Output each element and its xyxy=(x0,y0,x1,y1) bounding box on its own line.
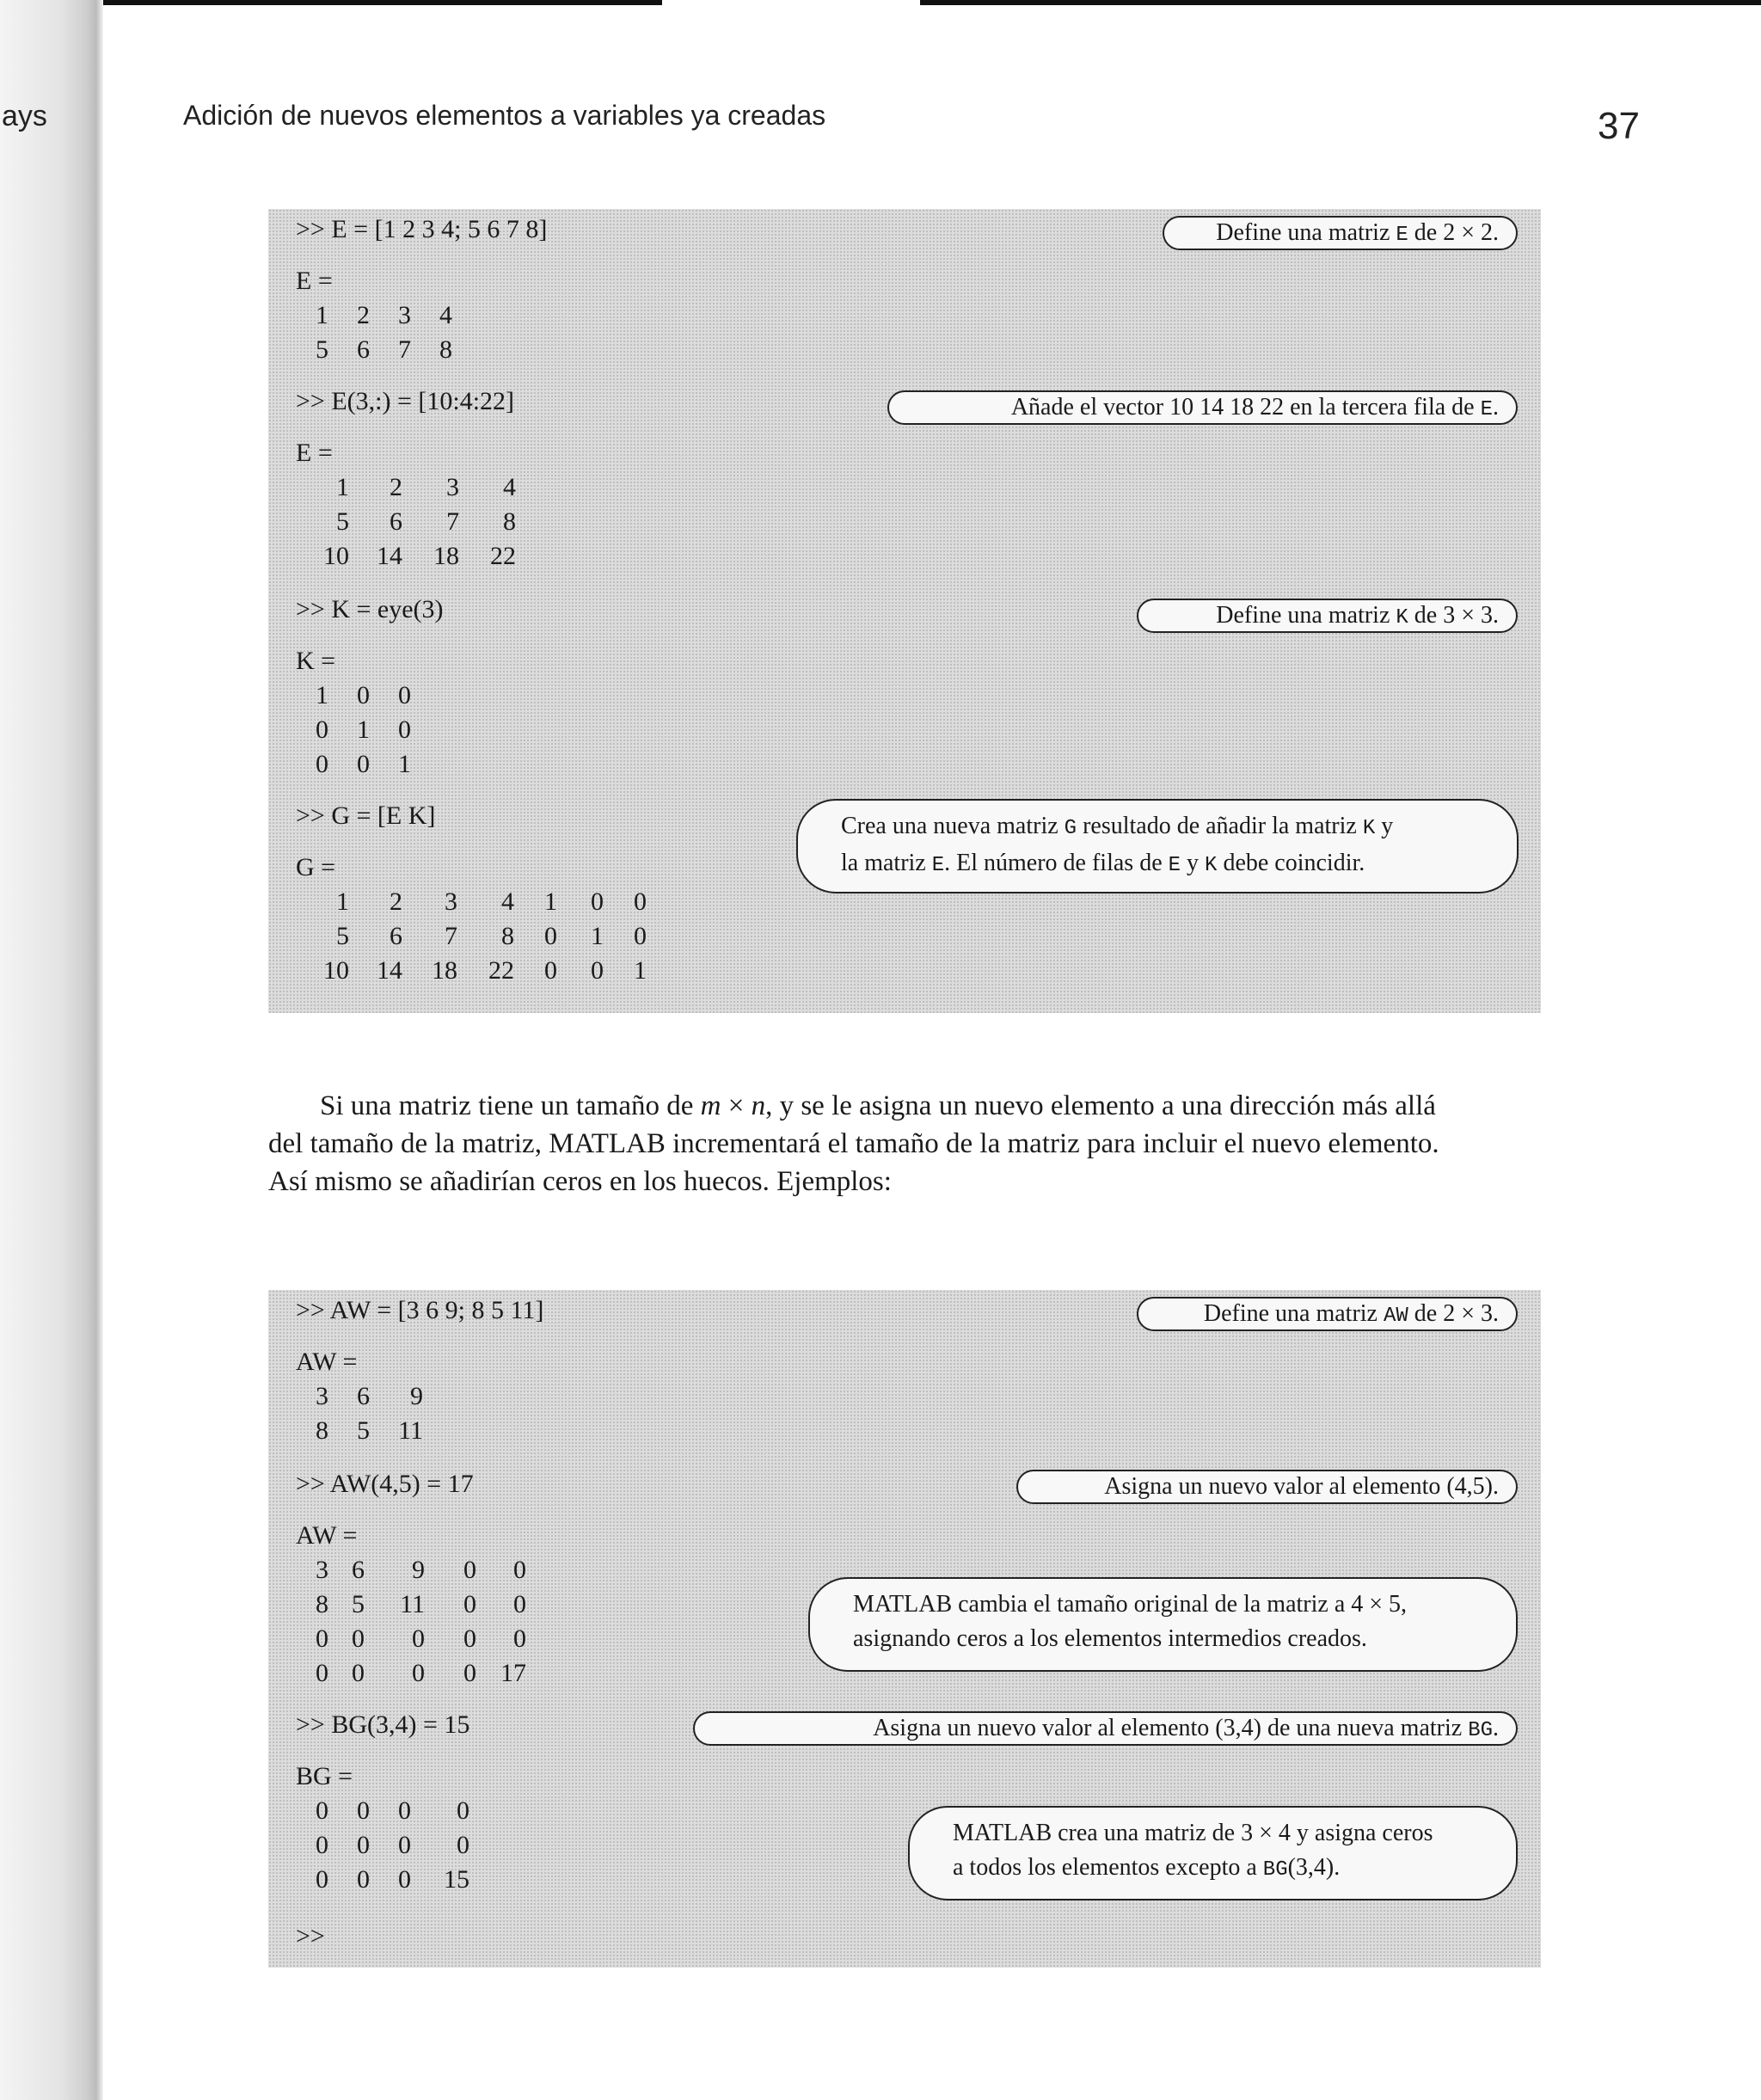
matrix-cell: 0 xyxy=(398,681,411,709)
matrix-row xyxy=(296,470,516,505)
matrix-cell: 8 xyxy=(501,922,514,950)
matrix-cell: 1 xyxy=(634,956,647,985)
output-label: AW = xyxy=(296,1521,358,1550)
matrix-output xyxy=(296,679,411,782)
matrix-cell: 1 xyxy=(336,887,349,916)
matrix-cell: 0 xyxy=(316,1624,328,1653)
matrix-cell: 8 xyxy=(439,335,452,364)
matrix-output xyxy=(296,885,647,988)
matrix-cell: 3 xyxy=(316,1382,328,1410)
matrix-cell: 0 xyxy=(463,1624,476,1653)
matrix-cell: 0 xyxy=(316,1796,328,1825)
callout-line: Crea una nueva matriz G resultado de añadir la matriz K y xyxy=(841,813,1394,840)
matrix-cell: 4 xyxy=(503,473,516,501)
matlab-example-panel-2 xyxy=(268,1290,1541,1968)
matrix-cell: 4 xyxy=(439,301,452,329)
page-number: 37 xyxy=(1598,105,1640,147)
matrix-cell: 0 xyxy=(357,1865,370,1894)
matrix-cell: 5 xyxy=(357,1416,370,1445)
matrix-row xyxy=(296,747,411,782)
matrix-cell: 6 xyxy=(357,335,370,364)
matrix-row xyxy=(296,1656,526,1691)
matrix-cell: 0 xyxy=(398,715,411,744)
matrix-cell: 0 xyxy=(357,681,370,709)
body-paragraph xyxy=(268,1087,1553,1200)
matrix-cell: 0 xyxy=(357,750,370,778)
command-line: >> G = [E K] xyxy=(296,801,436,830)
command-line: >> BG(3,4) = 15 xyxy=(296,1710,470,1739)
matrix-cell: 0 xyxy=(316,1659,328,1687)
matrix-cell: 0 xyxy=(316,715,328,744)
matrix-row xyxy=(296,539,516,574)
matrix-cell: 0 xyxy=(634,922,647,950)
matrix-cell: 0 xyxy=(412,1659,425,1687)
matrix-cell: 0 xyxy=(634,887,647,916)
matrix-cell: 2 xyxy=(390,887,402,916)
matrix-cell: 0 xyxy=(412,1624,425,1653)
matrix-cell: 0 xyxy=(463,1590,476,1618)
command-line: >> K = eye(3) xyxy=(296,595,444,623)
matrix-cell: 18 xyxy=(433,542,459,570)
annotation-callout: Añade el vector 10 14 18 22 en la tercera fila de E. xyxy=(887,390,1518,425)
matrix-row xyxy=(296,505,516,539)
matrix-cell: 0 xyxy=(398,1865,411,1894)
annotation-callout xyxy=(796,799,1519,893)
matrix-output xyxy=(296,470,516,574)
matrix-cell: 15 xyxy=(444,1865,469,1894)
matrix-cell: 1 xyxy=(544,887,557,916)
paragraph-line: Así mismo se añadirían ceros en los huecos. Ejemplos: xyxy=(268,1166,892,1197)
callout-line: a todos los elementos excepto a BG(3,4). xyxy=(953,1854,1341,1882)
matrix-cell: 0 xyxy=(316,1865,328,1894)
output-label: BG = xyxy=(296,1762,353,1790)
matrix-row xyxy=(296,1828,469,1863)
matrix-cell: 7 xyxy=(445,922,457,950)
matrix-output xyxy=(296,298,452,367)
matrix-cell: 0 xyxy=(398,1796,411,1825)
matrix-cell: 5 xyxy=(336,922,349,950)
matrix-cell: 10 xyxy=(323,542,349,570)
matrix-cell: 6 xyxy=(390,922,402,950)
annotation-callout: Asigna un nuevo valor al elemento (3,4) de una nueva matriz BG. xyxy=(693,1711,1518,1746)
callout-line: asignando ceros a los elementos intermedios creados. xyxy=(853,1625,1367,1652)
matrix-cell: 0 xyxy=(457,1796,469,1825)
matrix-cell: 0 xyxy=(513,1556,526,1584)
matrix-row xyxy=(296,954,647,988)
matrix-output xyxy=(296,1553,526,1691)
matrix-cell: 1 xyxy=(336,473,349,501)
matrix-cell: 0 xyxy=(463,1659,476,1687)
matrix-cell: 11 xyxy=(400,1590,425,1618)
matrix-cell: 0 xyxy=(316,750,328,778)
annotation-callout: Asigna un nuevo valor al elemento (4,5). xyxy=(1016,1470,1518,1504)
matrix-cell: 1 xyxy=(357,715,370,744)
matrix-cell: 0 xyxy=(591,956,604,985)
matrix-cell: 3 xyxy=(316,1556,328,1584)
matrix-cell: 11 xyxy=(398,1416,423,1445)
callout-line: la matriz E. El número de filas de E y K debe coincidir. xyxy=(841,850,1365,877)
matrix-row xyxy=(296,919,647,954)
matrix-cell: 0 xyxy=(398,1831,411,1859)
matrix-cell: 7 xyxy=(398,335,411,364)
matrix-row xyxy=(296,333,452,367)
top-rule-right xyxy=(920,0,1761,5)
matrix-cell: 6 xyxy=(352,1556,365,1584)
matrix-cell: 17 xyxy=(500,1659,526,1687)
command-line: >> AW(4,5) = 17 xyxy=(296,1470,474,1498)
callout-line: MATLAB cambia el tamaño original de la matriz a 4 × 5, xyxy=(853,1591,1408,1618)
matrix-cell: 6 xyxy=(357,1382,370,1410)
matrix-cell: 10 xyxy=(323,956,349,985)
matrix-cell: 0 xyxy=(457,1831,469,1859)
annotation-callout: Define una matriz E de 2 × 2. xyxy=(1163,216,1518,250)
matrix-cell: 0 xyxy=(544,922,557,950)
matrix-cell: 8 xyxy=(503,507,516,536)
matrix-cell: 0 xyxy=(352,1624,365,1653)
paragraph-line: Si una matriz tiene un tamaño de m × n, y se le asigna un nuevo elemento a una dirección más allá xyxy=(320,1090,1436,1121)
matrix-cell: 5 xyxy=(316,335,328,364)
output-label: G = xyxy=(296,853,336,881)
matrix-row xyxy=(296,1414,423,1448)
matrix-cell: 0 xyxy=(352,1659,365,1687)
matrix-cell: 5 xyxy=(336,507,349,536)
paragraph-line: del tamaño de la matriz, MATLAB incrementará el tamaño de la matriz para incluir el nuevo elemento. xyxy=(268,1128,1439,1159)
output-label: E = xyxy=(296,439,333,467)
output-label: E = xyxy=(296,267,333,295)
matrix-cell: 0 xyxy=(513,1590,526,1618)
spine-text: ays xyxy=(2,100,47,132)
matrix-row xyxy=(296,679,411,713)
matrix-row xyxy=(296,1587,526,1622)
matrix-cell: 14 xyxy=(377,956,402,985)
annotation-callout: Define una matriz AW de 2 × 3. xyxy=(1137,1297,1518,1331)
callout-line: MATLAB crea una matriz de 3 × 4 y asigna ceros xyxy=(953,1820,1433,1846)
matrix-cell: 0 xyxy=(316,1831,328,1859)
matrix-cell: 0 xyxy=(357,1831,370,1859)
output-label: AW = xyxy=(296,1348,358,1376)
matrix-cell: 3 xyxy=(446,473,459,501)
matrix-cell: 1 xyxy=(398,750,411,778)
matrix-row xyxy=(296,885,647,919)
matlab-example-panel-1 xyxy=(268,209,1541,1013)
matrix-cell: 0 xyxy=(591,887,604,916)
matrix-cell: 22 xyxy=(490,542,516,570)
matrix-cell: 1 xyxy=(591,922,604,950)
command-line: >> E(3,:) = [10:4:22] xyxy=(296,387,515,415)
matrix-cell: 1 xyxy=(316,301,328,329)
matrix-cell: 8 xyxy=(316,1416,328,1445)
matrix-row xyxy=(296,713,411,747)
matrix-cell: 0 xyxy=(357,1796,370,1825)
matrix-cell: 2 xyxy=(390,473,402,501)
matrix-row xyxy=(296,1379,423,1414)
annotation-callout xyxy=(908,1806,1518,1900)
matrix-cell: 9 xyxy=(410,1382,423,1410)
matrix-cell: 2 xyxy=(357,301,370,329)
matrix-cell: 18 xyxy=(432,956,457,985)
matrix-output xyxy=(296,1794,469,1897)
matrix-row xyxy=(296,1622,526,1656)
matrix-cell: 1 xyxy=(316,681,328,709)
command-line: >> E = [1 2 3 4; 5 6 7 8] xyxy=(296,215,548,243)
annotation-callout xyxy=(808,1577,1518,1672)
matrix-row xyxy=(296,1863,469,1897)
annotation-callout: Define una matriz K de 3 × 3. xyxy=(1137,599,1518,633)
matrix-cell: 22 xyxy=(488,956,514,985)
matrix-cell: 6 xyxy=(390,507,402,536)
matrix-cell: 0 xyxy=(463,1556,476,1584)
matrix-output xyxy=(296,1379,423,1448)
matrix-row xyxy=(296,298,452,333)
matrix-row xyxy=(296,1553,526,1587)
matrix-cell: 4 xyxy=(501,887,514,916)
matrix-cell: 0 xyxy=(544,956,557,985)
matrix-cell: 9 xyxy=(412,1556,425,1584)
matrix-cell: 0 xyxy=(513,1624,526,1653)
matrix-cell: 3 xyxy=(398,301,411,329)
matrix-cell: 5 xyxy=(352,1590,365,1618)
command-line: >> AW = [3 6 9; 8 5 11] xyxy=(296,1296,544,1324)
output-label: K = xyxy=(296,647,336,675)
matrix-cell: 14 xyxy=(377,542,402,570)
matrix-cell: 7 xyxy=(446,507,459,536)
running-header: Adición de nuevos elementos a variables ya creadas xyxy=(183,100,826,131)
matrix-cell: 8 xyxy=(316,1590,328,1618)
book-spine-shadow xyxy=(0,0,103,2100)
command-prompt: >> xyxy=(296,1922,325,1950)
matrix-cell: 3 xyxy=(445,887,457,916)
matrix-row xyxy=(296,1794,469,1828)
